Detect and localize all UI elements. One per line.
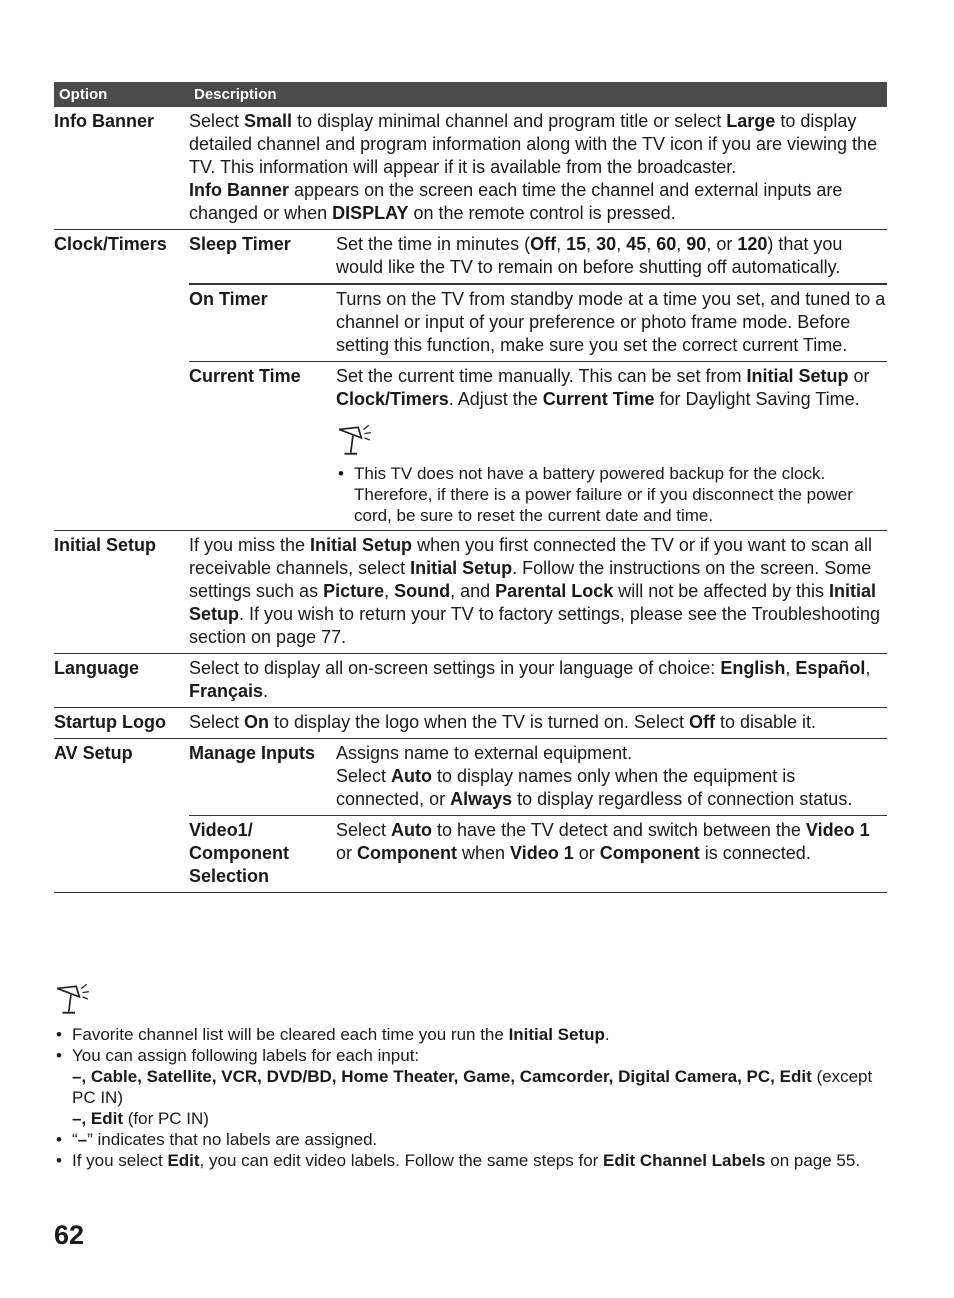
- page-number: 62: [54, 1220, 85, 1250]
- option-initial-setup: Initial Setup: [54, 531, 189, 654]
- desc-current-time: Set the current time manually. This can be set from Initial Setup or Clock/Timers. Adjust the Current Time for Daylight Saving Time. • This TV does not have a battery powered backup for the clock. Therefore, if there is a power failure or if you disconnect the power cord, be sure to reset the current date and time.: [336, 362, 887, 531]
- settings-table: [54, 82, 887, 893]
- row-info-banner: [54, 107, 887, 230]
- note-item: • Favorite channel list will be cleared each time you run the Initial Setup.: [54, 1024, 887, 1045]
- desc-info-banner: [189, 107, 887, 230]
- option-language: Language: [54, 654, 189, 708]
- row-language: [54, 654, 887, 708]
- option-av-setup: AV Setup: [54, 739, 189, 893]
- sub-manage-inputs: Manage Inputs: [189, 739, 336, 816]
- desc-video-component: Select Auto to have the TV detect and switch between the Video 1 or Component when Video 1 or Component is connected.: [336, 816, 887, 893]
- settings-table-container: [54, 82, 887, 893]
- option-clock-timers: Clock/Timers: [54, 230, 189, 531]
- row-startup-logo: [54, 708, 887, 739]
- note-item: • If you select Edit, you can edit video labels. Follow the same steps for Edit Channel Labels on page 55.: [54, 1150, 887, 1171]
- info-banner-p1: Select Small to display minimal channel and program title or select Large to display detailed channel and program information along with the TV icon if you are viewing the TV. This information will appear if it is available from the broadcaster.: [189, 111, 878, 177]
- header-description: Description: [189, 82, 887, 107]
- sub-current-time: Current Time: [189, 362, 336, 531]
- notes-section: [54, 982, 887, 1171]
- sub-sleep-timer: Sleep Timer: [189, 230, 336, 285]
- row-av-manage: [54, 739, 887, 816]
- option-info-banner: Info Banner: [54, 107, 189, 230]
- row-clock-sleep: [54, 230, 887, 285]
- current-time-note-item: • This TV does not have a battery powered backup for the clock. Therefore, if there is a power failure or if you disconnect the power cord, be sure to reset the current date and time.: [336, 463, 887, 526]
- row-initial-setup: [54, 531, 887, 654]
- note-item: • “–” indicates that no labels are assigned.: [54, 1129, 887, 1150]
- note-item: • You can assign following labels for each input: –, Cable, Satellite, VCR, DVD/BD, Home Theater, Game, Camcorder, Digital Camera, PC, Edit (except PC IN) –, Edit (for PC IN): [54, 1045, 887, 1129]
- desc-on-timer: Turns on the TV from standby mode at a time you set, and tuned to a channel or input of your preference or photo frame mode. Before setting this function, make sure you set the correct current Time.: [336, 284, 887, 362]
- info-banner-p2: Info Banner appears on the screen each time the channel and external inputs are changed or when DISPLAY on the remote control is pressed.: [189, 180, 843, 223]
- header-option: Option: [54, 82, 189, 107]
- sub-video-component: Video1/ Component Selection: [189, 816, 336, 893]
- desc-language: Select to display all on-screen settings in your language of choice: English, Español, Français.: [189, 654, 887, 708]
- tip-lamp-icon: [54, 982, 92, 1016]
- tip-lamp-icon: [336, 423, 374, 457]
- desc-sleep-timer: Set the time in minutes (Off, 15, 30, 45, 60, 90, or 120) that you would like the TV to remain on before shutting off automatically.: [336, 230, 887, 285]
- desc-startup-logo: Select On to display the logo when the TV is turned on. Select Off to disable it.: [189, 708, 887, 739]
- sub-on-timer: On Timer: [189, 284, 336, 362]
- notes-list: [54, 1024, 887, 1171]
- desc-manage-inputs: Assigns name to external equipment. Select Auto to display names only when the equipment is connected, or Always to display regardless of connection status.: [336, 739, 887, 816]
- option-startup-logo: Startup Logo: [54, 708, 189, 739]
- desc-initial-setup: If you miss the Initial Setup when you first connected the TV or if you want to scan all receivable channels, select Initial Setup. Follow the instructions on the screen. Some settings such as Picture, Sound, and Parental Lock will not be affected by this Initial Setup. If you wish to return your TV to factory settings, please see the Troubleshooting section on page 77.: [189, 531, 887, 654]
- current-time-note: [336, 463, 887, 526]
